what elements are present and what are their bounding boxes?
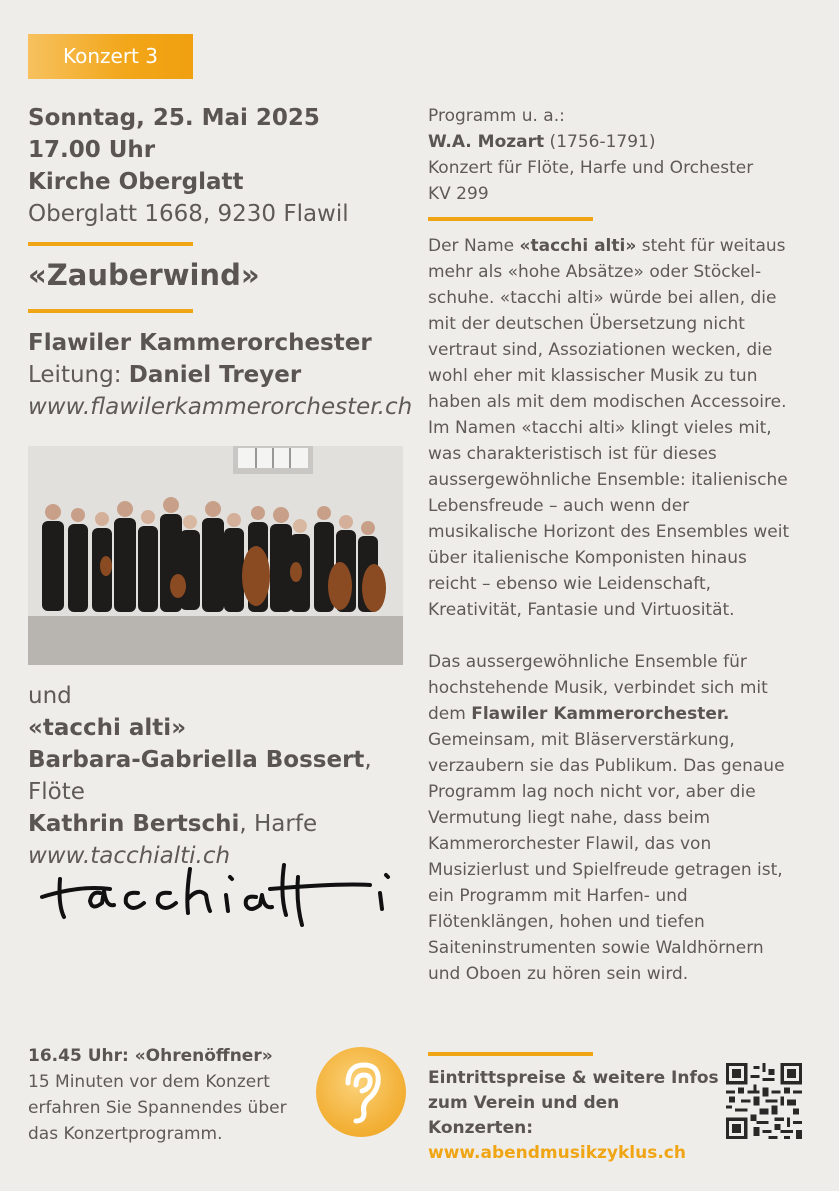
orchestra-website[interactable]: www.flawilerkammerorchester.ch <box>28 394 413 420</box>
ensemble-name: «tacchi alti» <box>28 715 187 741</box>
program-label: Programm u. a.: <box>428 106 565 126</box>
qr-code-icon[interactable] <box>726 1063 802 1139</box>
divider-3 <box>428 217 593 221</box>
orchestra-block <box>28 327 418 423</box>
event-venue: Kirche Oberglatt <box>28 169 244 195</box>
conductor-line: Leitung: Daniel Treyer <box>28 362 302 388</box>
orchestra-photo-illustration <box>28 446 403 665</box>
description-block <box>428 233 800 987</box>
ear-icon <box>316 1047 406 1137</box>
composer-line: W.A. Mozart (1756-1791) <box>428 132 656 152</box>
opener-text: 15 Minuten vor dem Konzert erfahren Sie Spannendes über das Konzertprogramm. <box>28 1072 287 1144</box>
qr-code-graphic <box>726 1063 802 1139</box>
info-line-2: zum Verein und den Konzerten: <box>428 1093 620 1138</box>
info-block <box>428 1066 728 1166</box>
orchestra-name: Flawiler Kammerorchester <box>28 330 372 356</box>
description-p2: Das aussergewöhnliche Ensemble für hochstehende Musik, verbindet sich mit dem Flawiler Kammerorchester. Gemeinsam, mit Bläserverstärkung, verzaubern sie das Publikum. Das genaue Programm lag noch nicht vor, aber die Vermutung liegt nahe, dass beim Kammerorchester Flawil, das von Musizierlust und Spielfreude getragen ist, ein Programm mit Harfen- und Flötenklängen, hohen und tiefen Saiteninstrumenten sowie Waldhörnern und Oboen zu hören sein wird. <box>428 652 785 984</box>
und-label: und <box>28 683 72 709</box>
event-time: 17.00 Uhr <box>28 137 156 163</box>
opener-title: 16.45 Uhr: «Ohrenöffner» <box>28 1046 273 1066</box>
info-line-1: Eintrittspreise & weitere Infos <box>428 1068 719 1088</box>
program-block <box>428 103 808 207</box>
ear-icon-glyph <box>316 1047 406 1137</box>
performer-2: Kathrin Bertschi, Harfe <box>28 811 318 837</box>
tacchi-alti-logo <box>40 855 400 935</box>
signature-logo-icon <box>40 855 400 935</box>
event-address: Oberglatt 1668, 9230 Flawil <box>28 201 349 227</box>
event-date: Sonntag, 25. Mai 2025 <box>28 105 320 131</box>
description-p1: Der Name «tacchi alti» steht für weitaus mehr als «hohe Absätze» oder Stöckelschuhe. «tacchi alti» würde bei allen, die mit der deutschen Übersetzung nicht vertraut sind, Assoziationen wecken, die wohl eher mit klassischer Musik zu tun haben als mit dem modischen Accessoire. Im Namen «tacchi alti» klingt vieles mit, was charakteristisch ist für dieses aussergewöhnliche Ensemble: italienische Lebensfreude – auch wenn der musikalische Horizont des Ensembles weit über italienische Komponisten hinaus reicht – ebenso wie Leidenschaft, Kreativität, Fantasie und Virtuosität. <box>428 236 790 620</box>
work-line-2: KV 299 <box>428 184 489 204</box>
performer-1: Barbara-Gabriella Bossert, Flöte <box>28 747 372 805</box>
divider-4 <box>428 1052 593 1056</box>
info-url[interactable]: www.abendmusikzyklus.ch <box>428 1143 686 1163</box>
concert-badge: Konzert 3 <box>28 34 193 79</box>
composer-name: W.A. Mozart <box>428 132 545 152</box>
ensemble-block <box>28 680 418 872</box>
divider-1 <box>28 242 193 246</box>
conductor-name: Daniel Treyer <box>128 362 302 388</box>
concert-title: «Zauberwind» <box>28 258 260 292</box>
divider-2 <box>28 309 193 313</box>
opener-block <box>28 1043 318 1147</box>
orchestra-photo <box>28 446 403 665</box>
paragraph-gap <box>428 623 800 649</box>
event-details <box>28 102 408 230</box>
ensemble-website[interactable]: www.tacchialti.ch <box>28 843 231 869</box>
work-line-1: Konzert für Flöte, Harfe und Orchester <box>428 158 754 178</box>
